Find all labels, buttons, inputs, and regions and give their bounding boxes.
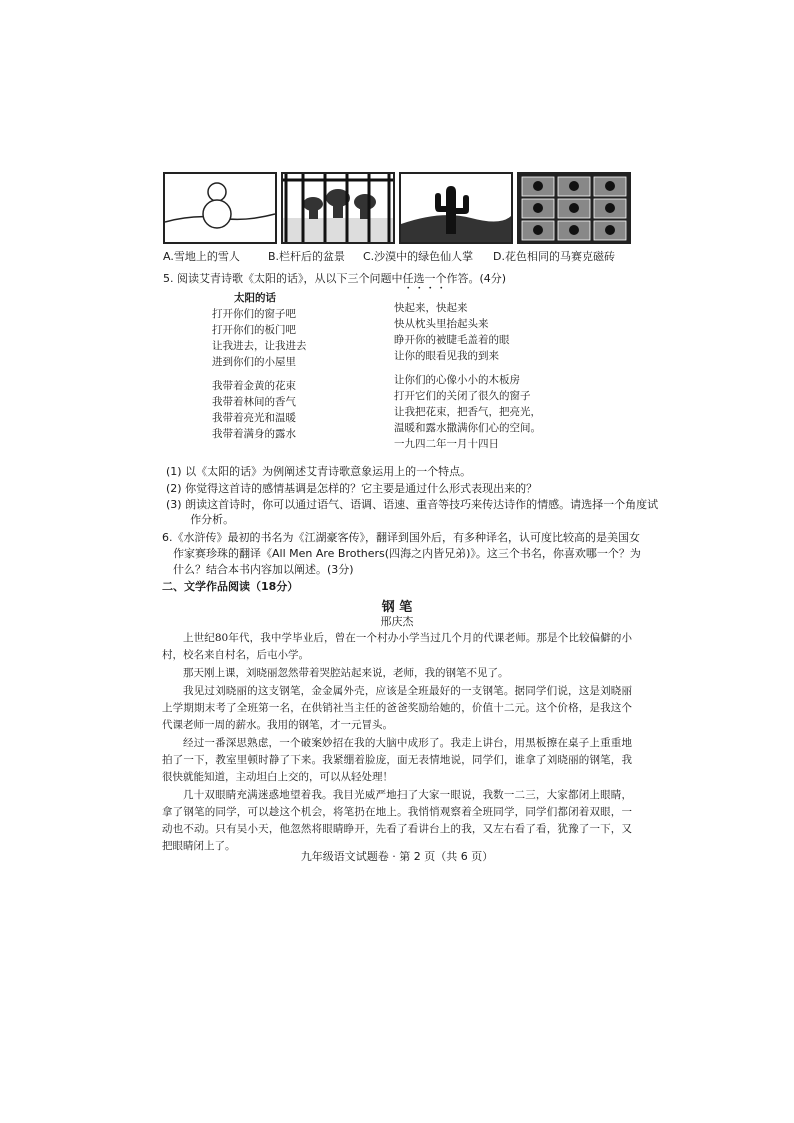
story-title: 钢 笔 bbox=[381, 600, 413, 615]
question-5-sub-2: (2) 你觉得这首诗的感情基调是怎样的？它主要是通过什么形式表现出来的？ bbox=[166, 482, 538, 495]
image-d-mosaic bbox=[517, 172, 631, 244]
caption-a: A.雪地上的雪人 bbox=[163, 250, 240, 263]
story-body bbox=[162, 630, 632, 855]
emphasis-text: 任选一个 bbox=[402, 272, 447, 285]
story-paragraph: 我见过刘晓丽的这支钢笔，金金属外壳，应该是全班最好的一支钢笔。据同学们说，这是刘晓丽上学期期末考了全班第一名，在供销社当主任的爸爸奖励给她的，价值十二元。这个价格，是我这个代课老师一周的薪水。我用的钢笔，才一元冒头。 bbox=[162, 685, 632, 731]
image-a-snowman bbox=[163, 172, 277, 244]
caption-c: C.沙漠中的绿色仙人掌 bbox=[363, 250, 474, 263]
story-paragraph: 几十双眼睛充满迷惑地望着我。我目光威严地扫了大家一眼说，我数一二三，大家都闭上眼睛，拿了钢笔的同学，可以趁这个机会，将笔扔在地上。我悄悄观察着全班同学，同学们都闭着双眼，一动也不动。只有吴小天，他忽然将眼睛睁开，先看了看讲台上的我，又左右看了看，犹豫了一下，又把眼睛闭上了。 bbox=[162, 789, 632, 852]
story-paragraph: 经过一番深思熟虑，一个破案妙招在我的大脑中成形了。我走上讲台，用黑板擦在桌子上重重地拍了一下，教室里顿时静了下来。我紧绷着脸庞，面无表情地说，同学们，谁拿了刘晓丽的钢笔，我很快就能知道，主动坦白上交的，可以从轻处理！ bbox=[162, 737, 632, 783]
question-5-sub-3: (3) 朗读这首诗时，你可以通过语气、语调、语速、重音等技巧来传达诗作的情感。请选择一个角度试作分析。 bbox=[166, 498, 659, 526]
poem-right: 快起来，快起来 快从枕头里抬起头来 睁开你的被睫毛盖着的眼 让你的眼看见我的到来 让你们的心像小小的木板房 打开它们的关闭了很久的窗子 让我把花束，把香气，把亮光， 温暖和露水撒满你们心的空间。 一九四二年一月十四日 bbox=[394, 302, 541, 450]
image-c-cactus bbox=[399, 172, 513, 244]
question-5-prompt: 5. 阅读艾青诗歌《太阳的话》，从以下三个问题中任选一个作答。(4分) bbox=[163, 272, 507, 285]
caption-b: B.栏杆后的盆景 bbox=[268, 250, 346, 263]
story-author: 邢庆杰 bbox=[380, 615, 414, 628]
story-paragraph: 上世纪80年代，我中学毕业后，曾在一个村办小学当过几个月的代课老师。那是个比较偏僻的小村，校名来自村名，后屯小学。 bbox=[162, 632, 632, 661]
poem-date: 一九四二年一月十四日 bbox=[394, 438, 499, 450]
page-footer: 九年级语文试题卷 · 第 2 页（共 6 页） bbox=[300, 850, 494, 863]
potted-plants-icon bbox=[283, 174, 393, 242]
image-b-potted-plants bbox=[281, 172, 395, 244]
section-2-heading: 二、文学作品阅读（18分） bbox=[162, 580, 299, 593]
snowman-icon bbox=[165, 174, 275, 242]
mosaic-tile-icon bbox=[519, 174, 629, 242]
poem-title: 太阳的话 bbox=[234, 292, 276, 304]
question-6: 6.《水浒传》最初的书名为《江湖豪客传》，翻译到国外后，有多种译名，认可度比较高的是美国女作家赛珍珠的翻译《All Men Are Brothers(四海之内皆兄弟)》。这三个书名，你喜欢哪一个？为什么？结合本书内容加以阐述。(3分) bbox=[162, 531, 641, 576]
question-5-sub-1: (1) 以《太阳的话》为例阐述艾青诗歌意象运用上的一个特点。 bbox=[166, 465, 472, 478]
story-paragraph: 那天刚上课，刘晓丽忽然带着哭腔站起来说，老师，我的钢笔不见了。 bbox=[183, 667, 509, 679]
poem-left: 太阳的话 打开你们的窗子吧 打开你们的板门吧 让我进去，让我进去 进到你们的小屋里 我带着金黄的花束 我带着林间的香气 我带着亮光和温暖 我带着满身的露水 bbox=[212, 292, 307, 440]
cactus-icon bbox=[401, 174, 511, 242]
caption-d: D.花色相同的马赛克磁砖 bbox=[493, 250, 615, 263]
